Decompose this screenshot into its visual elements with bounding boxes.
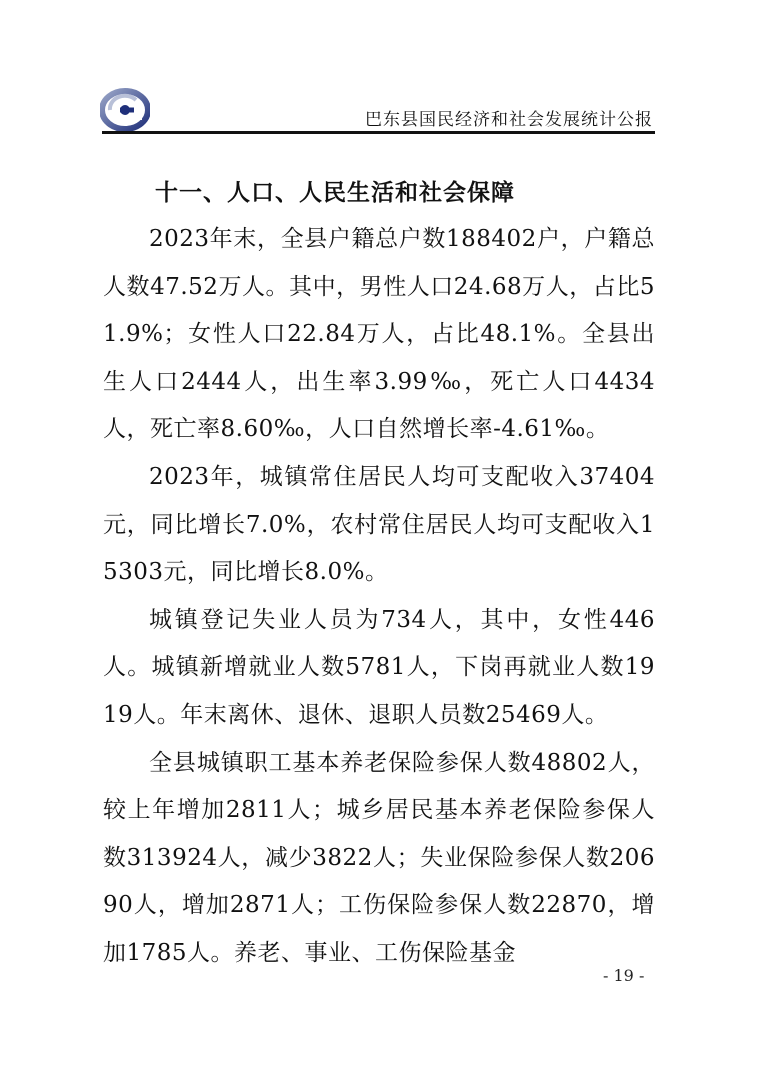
- paragraph-social-insurance: 全县城镇职工基本养老保险参保人数48802人，较上年增加2811人；城乡居民基本养老保险参保人数313924人，减少3822人；失业保险参保人数20690人，增加2871人；工伤保险参保人数22870，增加1785人。养老、事业、工伤保险基金: [103, 749, 655, 966]
- header-divider: [102, 131, 655, 134]
- page-number: - 19 -: [603, 966, 645, 985]
- section-title: 十一、人口、人民生活和社会保障: [155, 180, 515, 206]
- paragraph-population: 2023年末，全县户籍总户数188402户，户籍总人数47.52万人。其中，男性人口24.68万人，占比51.9%；女性人口22.84万人，占比48.1%。全县出生人口2444人，出生率3.99‰，死亡人口4434人，死亡率8.60‰，人口自然增长率-4.61‰。: [103, 226, 655, 443]
- paragraph-income: 2023年，城镇常住居民人均可支配收入37404元，同比增长7.0%，农村常住居民人均可支配收入15303元，同比增长8.0%。: [103, 463, 655, 586]
- report-header-title: 巴东县国民经济和社会发展统计公报: [365, 110, 653, 130]
- paragraph-employment: 城镇登记失业人员为734人，其中，女性446人。城镇新增就业人数5781人，下岗再就业人数1919人。年末离休、退休、退职人员数25469人。: [103, 606, 655, 728]
- statistics-bureau-logo-icon: [100, 88, 150, 132]
- document-body: [103, 170, 655, 978]
